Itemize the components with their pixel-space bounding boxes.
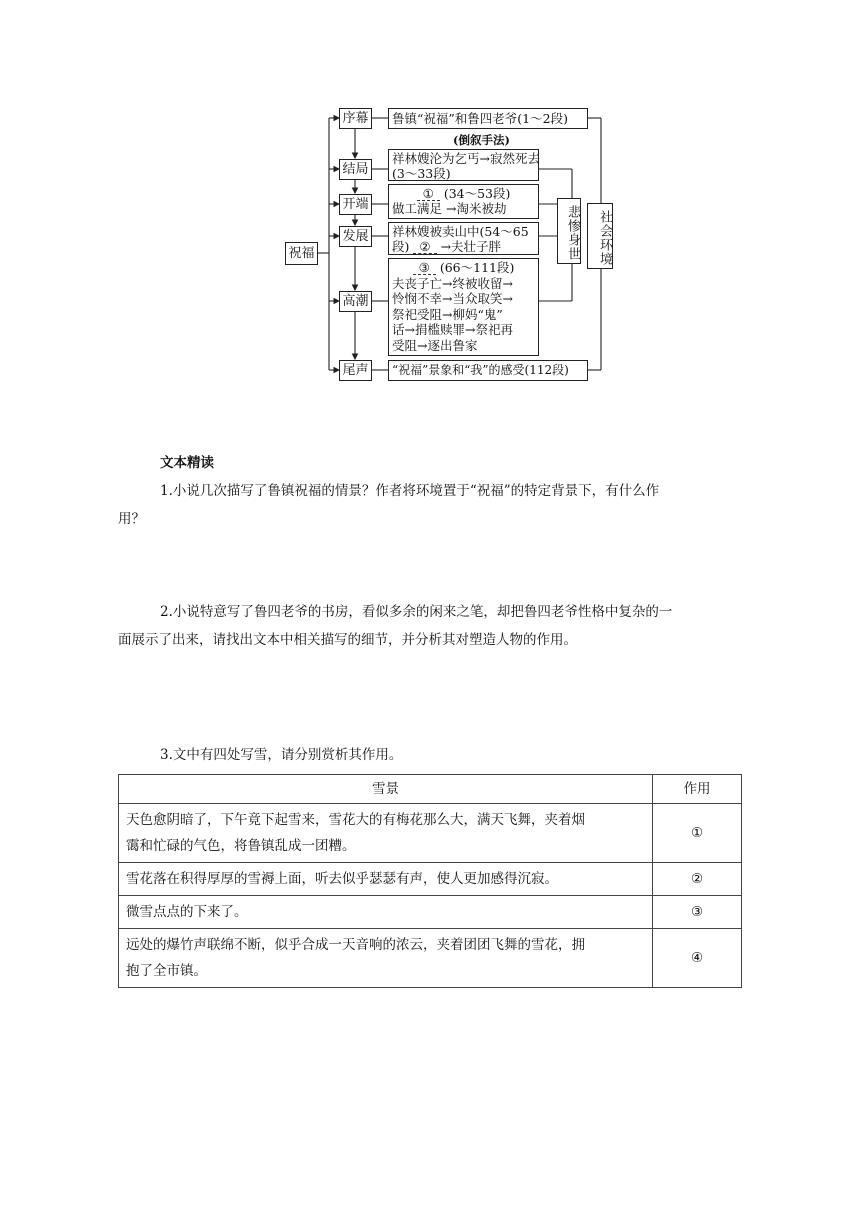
climax-line4: 话→捐槛赎罪→祭祀再 bbox=[392, 322, 513, 337]
table-row bbox=[119, 863, 742, 896]
stage-climax bbox=[339, 291, 372, 312]
table-header-row bbox=[119, 775, 742, 804]
stage-climax-label: 高潮 bbox=[342, 294, 369, 309]
scene-text: 抱了全市镇。 bbox=[126, 963, 207, 979]
stage-epilogue-label: 尾声 bbox=[342, 363, 369, 378]
climax-line3: 祭祀受阻→柳妈“鬼” bbox=[392, 306, 503, 322]
scene-text: 雪花落在积得厚厚的雪褥上面，听去似乎瑟瑟有声，使人更加感得沉寂。 bbox=[126, 871, 558, 887]
question-3: 3.文中有四处写雪，请分别赏析其作用。 bbox=[160, 747, 403, 763]
header-role: 作用 bbox=[653, 775, 742, 804]
stage-beginning bbox=[339, 194, 372, 215]
role-cell: ③ bbox=[653, 896, 742, 929]
stage-ending bbox=[339, 159, 372, 180]
climax-line2: 怜悯不幸→当众取笑→ bbox=[392, 291, 513, 306]
stage-ending-label: 结局 bbox=[342, 162, 369, 177]
content-epilogue bbox=[388, 360, 588, 381]
stage-prologue-label: 序幕 bbox=[342, 111, 369, 126]
stage-development-label: 发展 bbox=[342, 229, 369, 244]
snow-scene-table bbox=[118, 774, 742, 988]
climax-line1: 夫丧子亡→终被收留→ bbox=[392, 275, 513, 291]
question-1-line2: 用？ bbox=[118, 511, 145, 527]
stage-prologue bbox=[339, 108, 372, 129]
blank-2: ② bbox=[413, 240, 436, 254]
content-development-line1: 祥林嫂被卖山中(54～65 bbox=[392, 224, 529, 239]
content-prologue-text: 鲁镇“祝福”和鲁四老爷(1～2段) bbox=[392, 111, 568, 126]
development-post: →夫壮子胖 bbox=[440, 239, 502, 254]
question-1-line1: 1.小说几次描写了鲁镇祝福的情景？作者将环境置于“祝福”的特定背景下，有什么作 bbox=[160, 483, 660, 499]
question-2-line2: 面展示了出来，请找出文本中相关描写的细节，并分析其对塑造人物的作用。 bbox=[118, 632, 577, 648]
climax-range: (66～111段) bbox=[439, 260, 515, 275]
tragic-life-box bbox=[557, 198, 581, 264]
climax-line5: 受阻→逐出鲁家 bbox=[392, 337, 478, 353]
role-cell: ④ bbox=[653, 929, 742, 988]
plot-structure-diagram bbox=[285, 103, 615, 383]
scene-cell bbox=[119, 863, 653, 896]
beginning-range: (34～53段) bbox=[443, 186, 511, 201]
social-env-label: 社会环境 bbox=[597, 209, 612, 266]
scene-cell bbox=[119, 929, 653, 988]
root-label: 祝福 bbox=[288, 246, 315, 261]
scene-text: 微雪点点的下来了。 bbox=[126, 904, 248, 920]
header-scene: 雪景 bbox=[119, 775, 653, 804]
table-row bbox=[119, 929, 742, 988]
content-ending-line1: 祥林嫂沦为乞丐→寂然死去 bbox=[392, 151, 540, 166]
question-2-line1: 2.小说特意写了鲁四老爷的书房，看似多余的闲来之笔，却把鲁四老爷性格中复杂的一 bbox=[160, 604, 673, 620]
scene-text: 天色愈阴暗了，下午竟下起雪来，雪花大的有梅花那么大，满天飞舞，夹着烟 bbox=[126, 812, 585, 828]
scene-cell bbox=[119, 804, 653, 863]
scene-cell bbox=[119, 896, 653, 929]
blank-3: ③ bbox=[413, 261, 436, 275]
development-pre: 段) bbox=[392, 239, 410, 254]
content-development bbox=[388, 222, 539, 255]
content-beginning-line2: 做工满足 →淘米被劫 bbox=[392, 201, 507, 216]
role-cell: ① bbox=[653, 804, 742, 863]
section-title: 文本精读 bbox=[160, 455, 214, 471]
stage-beginning-label: 开端 bbox=[342, 197, 369, 212]
stage-development bbox=[339, 226, 372, 247]
content-climax bbox=[388, 258, 539, 356]
stage-epilogue bbox=[339, 360, 372, 381]
content-epilogue-text: “祝福”景象和“我”的感受(112段) bbox=[392, 363, 569, 377]
blank-1: ① bbox=[417, 187, 440, 201]
role-cell: ② bbox=[653, 863, 742, 896]
scene-text: 远处的爆竹声联绵不断，似乎合成一天音响的浓云，夹着团团飞舞的雪花，拥 bbox=[126, 937, 585, 953]
content-ending-line2: (3～33段) bbox=[392, 166, 451, 181]
scene-text: 霭和忙碌的气色，将鲁镇乱成一团糟。 bbox=[126, 838, 356, 854]
tragic-life-label: 悲惨身世 bbox=[565, 204, 580, 261]
table-row bbox=[119, 804, 742, 863]
social-env-box bbox=[587, 203, 613, 269]
flashback-note: (倒叙手法) bbox=[453, 133, 510, 147]
root-box bbox=[285, 242, 318, 265]
content-beginning bbox=[388, 184, 539, 219]
content-prologue bbox=[388, 108, 588, 129]
table-row bbox=[119, 896, 742, 929]
content-ending bbox=[388, 149, 539, 181]
